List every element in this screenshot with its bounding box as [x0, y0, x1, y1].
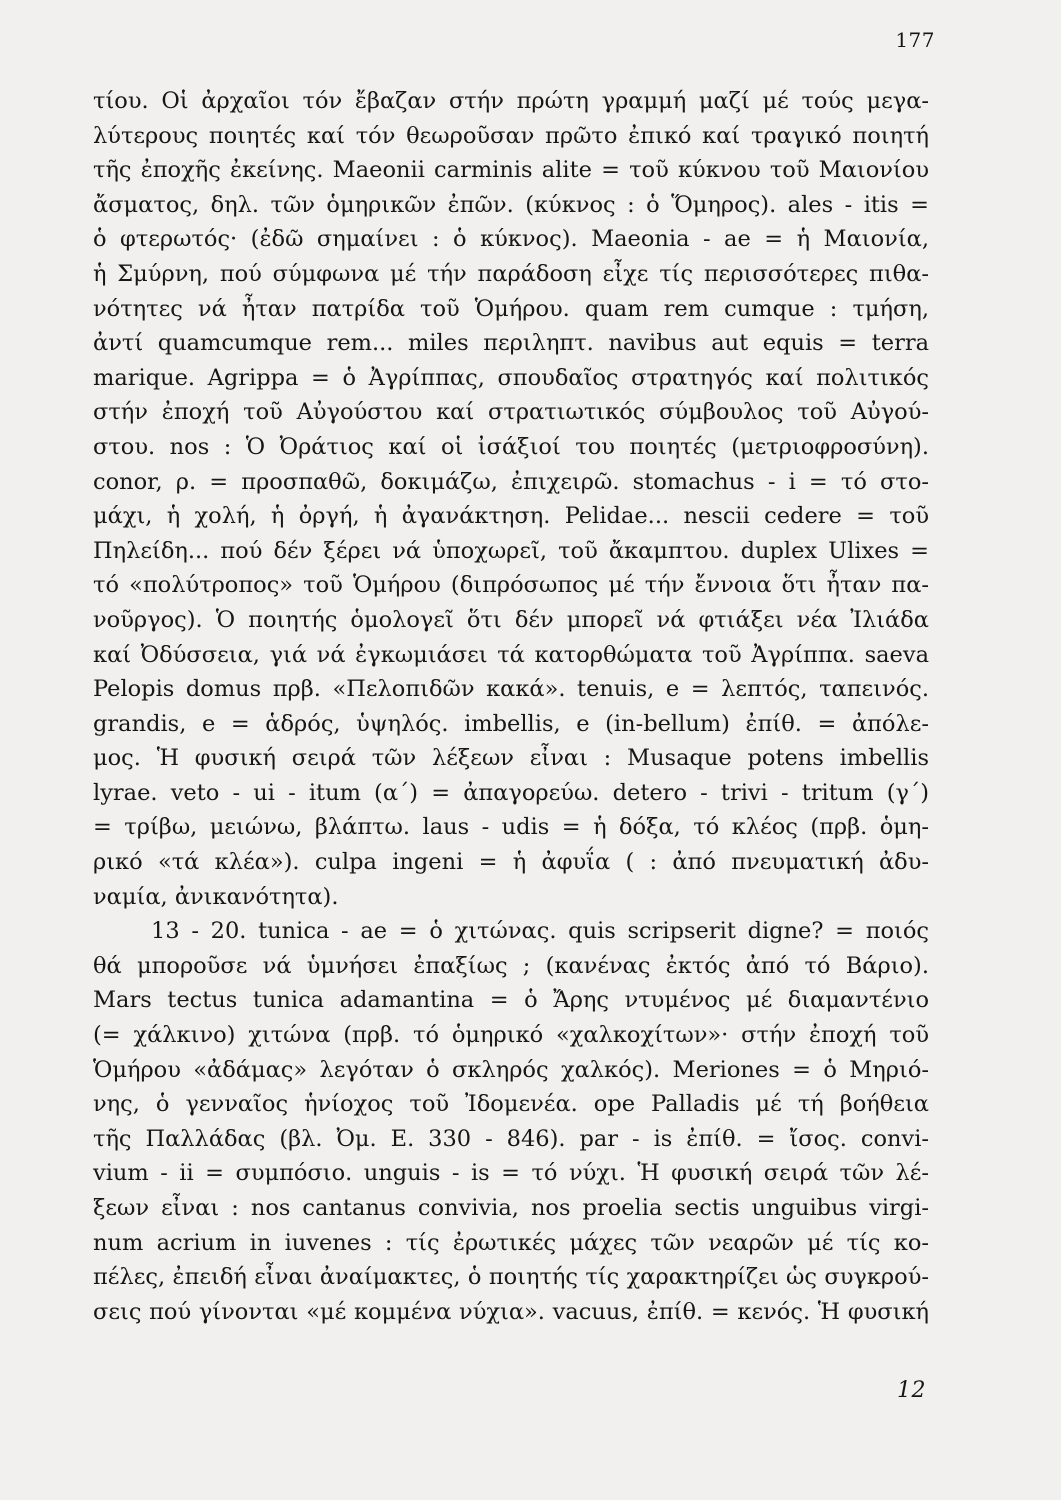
text-line: καί Ὀδύσσεια, γιά νά ἐγκωμιάσει τά κατορθώματα τοῦ Ἀγρίππα. saeva — [93, 641, 929, 668]
text-line: νοῦργος). Ὁ ποιητής ὁμολογεῖ ὅτι δέν μπορεῖ νά φτιάξει νέα Ἰλιάδα — [93, 606, 929, 633]
text-line: μάχι, ἡ χολή, ἡ ὀργή, ἡ ἀγανάκτηση. Pelidae... nescii cedere = τοῦ — [93, 503, 929, 530]
text-line: ἡ Σμύρνη, πού σύμφωνα μέ τήν παράδοση εἶχε τίς περισσότερες πιθα- — [93, 260, 929, 287]
text-line: Pelopis domus πρβ. «Πελοπιδῶν κακά». tenuis, e = λεπτός, ταπεινός. — [93, 676, 929, 703]
text-line: ρικό «τά κλέα»). culpa ingeni = ἡ ἀφυΐα ( : ἀπό πνευματική ἀδυ- — [93, 849, 929, 876]
text-line: στήν ἐποχή τοῦ Αὐγούστου καί στρατιωτικός σύμβουλος τοῦ Αὐγού- — [93, 399, 929, 426]
text-line: σεις πού γίνονται «μέ κομμένα νύχια». vacuus, ἐπίθ. = κενός. Ἡ φυσική — [93, 1298, 929, 1325]
text-line: ὁ φτερωτός· (ἐδῶ σημαίνει : ὁ κύκνος). Maeonia - ae = ἡ Μαιονία, — [93, 226, 929, 253]
page-number: 177 — [895, 28, 935, 52]
text-line: lyrae. veto - ui - itum (α΄) = ἀπαγορεύω. detero - trivi - tritum (γ΄) — [93, 779, 929, 806]
text-line: num acrium in iuvenes : τίς ἐρωτικές μάχες τῶν νεαρῶν μέ τίς κο- — [93, 1229, 929, 1256]
signature-mark: 12 — [897, 1378, 926, 1403]
commentary-text — [93, 84, 929, 1329]
text-line: τό «πολύτροπος» τοῦ Ὁμήρου (διπρόσωπος μέ τήν ἔννοια ὅτι ἦταν πα- — [93, 572, 929, 599]
text-line: τῆς ἐποχῆς ἐκείνης. Maeonii carminis alite = τοῦ κύκνου τοῦ Μαιονίου — [93, 157, 929, 184]
text-line: vium - ii = συμπόσιο. unguis - is = τό νύχι. Ἡ φυσική σειρά τῶν λέ- — [93, 1160, 929, 1187]
text-line: νότητες νά ἦταν πατρίδα τοῦ Ὁμήρου. quam rem cumque : τμήση, — [93, 295, 929, 322]
text-line: λύτερους ποιητές καί τόν θεωροῦσαν πρῶτο ἐπικό καί τραγικό ποιητή — [93, 122, 929, 149]
text-line: grandis, e = ἁδρός, ὑψηλός. imbellis, e (in-bellum) ἐπίθ. = ἀπόλε- — [93, 710, 929, 737]
text-line: ἀντί quamcumque rem... miles περιληπτ. navibus aut equis = terra — [93, 330, 929, 357]
text-line: πέλες, ἐπειδή εἶναι ἀναίμακτες, ὁ ποιητής τίς χαρακτηρίζει ὡς συγκρού- — [93, 1264, 929, 1291]
text-line: (= χάλκινο) χιτώνα (πρβ. τό ὁμηρικό «χαλκοχίτων»· στήν ἐποχή τοῦ — [93, 1022, 929, 1049]
text-line: θά μποροῦσε νά ὑμνήσει ἐπαξίως ; (κανένας ἐκτός ἀπό τό Βάριο). — [93, 952, 929, 979]
text-line: conor, ρ. = προσπαθῶ, δοκιμάζω, ἐπιχειρῶ. stomachus - i = τό στο- — [93, 468, 929, 495]
text-line: νης, ὁ γενναῖος ἡνίοχος τοῦ Ἰδομενέα. ope Palladis μέ τή βοήθεια — [93, 1091, 929, 1118]
text-line: ναμία, ἀνικανότητα). — [93, 883, 339, 910]
text-line: ἄσματος, δηλ. τῶν ὁμηρικῶν ἐπῶν. (κύκνος : ὁ Ὅμηρος). ales - itis = — [93, 191, 929, 218]
text-line: στου. nos : Ὁ Ὀράτιος καί οἱ ἰσάξιοί του ποιητές (μετριοφροσύνη). — [93, 433, 929, 460]
text-line: μος. Ἡ φυσική σειρά τῶν λέξεων εἶναι : Musaque potens imbellis — [93, 745, 929, 772]
text-line: Πηλείδη... πού δέν ξέρει νά ὑποχωρεῖ, τοῦ ἄκαμπτου. duplex Ulixes = — [93, 537, 929, 564]
text-line: ξεων εἶναι : nos cantanus convivia, nos proelia sectis unguibus virgi- — [93, 1195, 929, 1221]
text-line: τίου. Οἱ ἀρχαῖοι τόν ἔβαζαν στήν πρώτη γραμμή μαζί μέ τούς μεγα- — [93, 88, 929, 114]
text-line: = τρίβω, μειώνω, βλάπτω. laus - udis = ἡ δόξα, τό κλέος (πρβ. ὁμη- — [93, 814, 929, 841]
text-line: Mars tectus tunica adamantina = ὁ Ἄρης ντυμένος μέ διαμαντένιο — [93, 987, 929, 1014]
text-line: τῆς Παλλάδας (βλ. Ὀμ. Ε. 330 - 846). par - is ἐπίθ. = ἴσος. convi- — [93, 1125, 929, 1152]
text-line: Ὁμήρου «ἀδάμας» λεγόταν ὁ σκληρός χαλκός). Meriones = ὁ Μηριό- — [93, 1056, 929, 1083]
text-line: marique. Agrippa = ὁ Ἀγρίππας, σπουδαῖος στρατηγός καί πολιτικός — [93, 364, 929, 391]
text-line-section-13-20: 13 - 20. tunica - ae = ὁ χιτώνας. quis scripserit digne? = ποιός — [151, 918, 929, 945]
